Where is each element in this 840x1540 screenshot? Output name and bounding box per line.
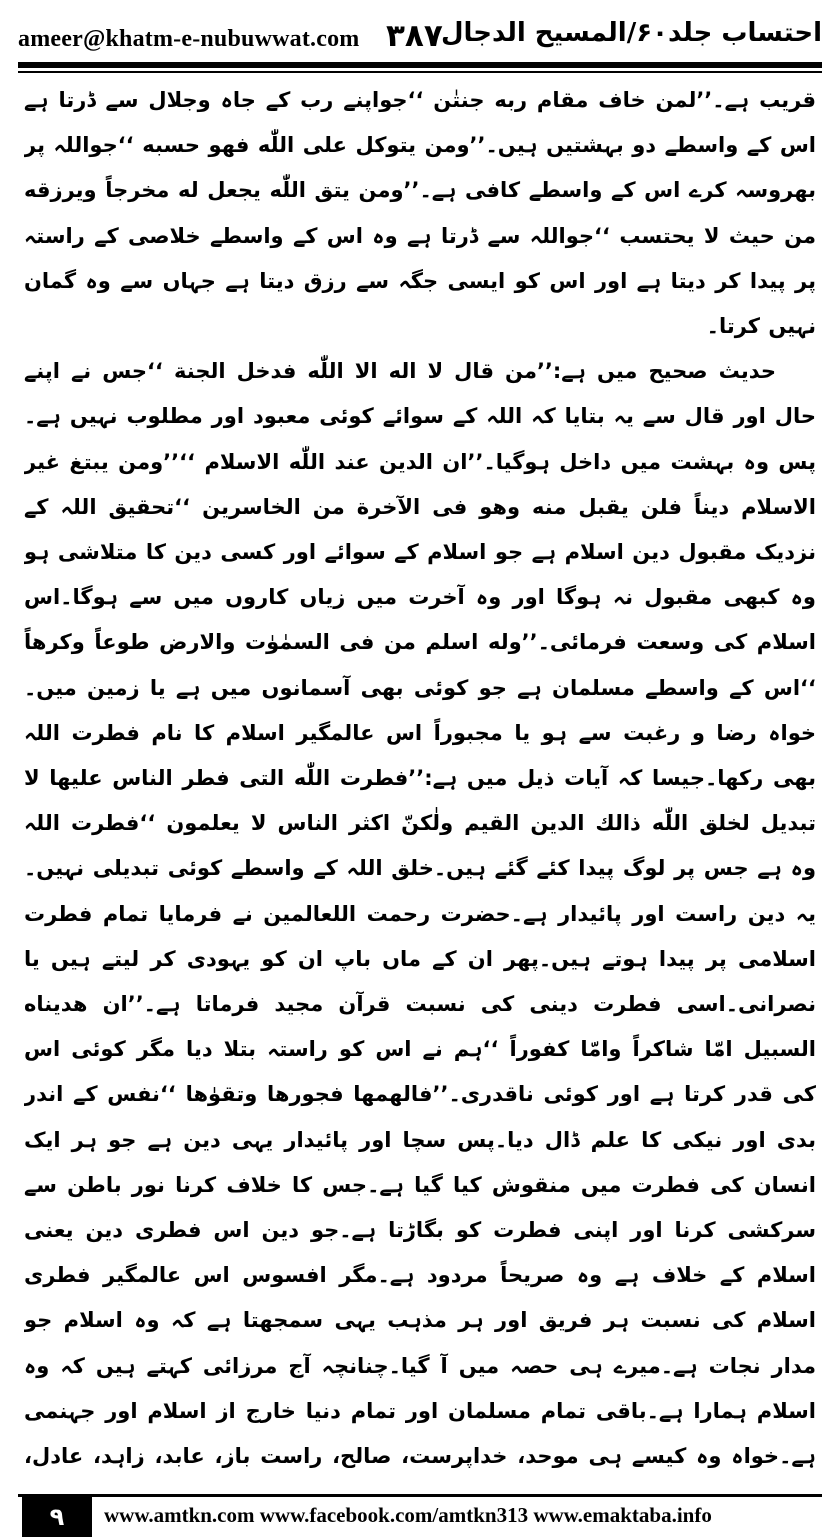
header-rule-thin	[18, 71, 822, 73]
header-book-title: احتساب جلد۶۰/المسیح الدجال	[440, 18, 822, 48]
page-header	[18, 14, 822, 60]
page-body	[24, 78, 816, 1468]
header-rule-thick	[18, 62, 822, 68]
body-paragraph-1: قریب ہے۔’’لمن خاف مقام ربه جنتٰن ‘‘جواپنے رب کے جاہ وجلال سے ڈرتا ہے اس کے واسطے دو بہشتیں ہیں۔’’ومن یتوکل علی اللّٰه فهو حسبه ‘‘جواللہ پر بھروسہ کرے اس کے واسطے کافی ہے۔’’ومن یتق اللّٰه یجعل له مخرجاً ویرزقه من حیث لا یحتسب ‘‘جواللہ سے ڈرتا ہے وہ اس کے واسطے خلاصی کے راستہ پر پیدا کر دیتا ہے اور اس کو ایسی جگہ سے رزق دیتا ہے جہاں سے وہ گمان نہیں کرتا۔	[24, 88, 816, 339]
footer-rule	[18, 1494, 822, 1497]
header-page-number: ۳۸۷	[386, 18, 443, 54]
footer-website-links: www.amtkn.com www.facebook.com/amtkn313 www.emaktaba.info	[104, 1503, 712, 1527]
body-paragraph-2: حدیث صحیح میں ہے:’’من قال لا اله الا اللّٰه فدخل الجنة ‘‘جس نے اپنے حال اور قال سے یہ بتایا کہ اللہ کے سوائے کوئی معبود اور مطلوب نہیں ہے۔پس وہ بہشت میں داخل ہوگیا۔’’ان الدین عند اللّٰه الاسلام ‘‘’’ومن یبتغ غیر الاسلام دیناً فلن یقبل منه وهو فی الآخرة من الخاسرین ‘‘تحقیق اللہ کے نزدیک مقبول دین اسلام ہے جو اسلام کے سوائے اور کسی دین کا متلاشی ہو وہ کبھی مقبول نہ ہوگا اور وہ آخرت میں زیاں کاروں میں سے ہوگا۔اس اسلام کی وسعت فرمائی۔’’وله اسلم من فی السمٰوٰت والارض طوعاً وکرهاً ‘‘اس کے واسطے مسلمان ہے جو کوئی بھی آسمانوں میں ہے یا زمین میں۔خواہ رضا و رغبت سے ہو یا مجبوراً اس عالمگیر اسلام کا نام فطرت اللہ بھی رکھا۔جیسا کہ آیات ذیل میں ہے:’’فطرت اللّٰه التی فطر الناس علیها لا تبدیل لخلق اللّٰه ذالك الدین القیم ولٰکنّ اکثر الناس لا یعلمون ‘‘فطرت اللہ وہ ہے جس پر لوگ پیدا کئے گئے ہیں۔خلق اللہ کے واسطے کوئی تبدیلی نہیں۔یہ دین راست اور پائیدار ہے۔حضرت رحمت اللعالمین نے فرمایا تمام فطرت اسلامی پر پیدا ہوتے ہیں۔پھر ان کے ماں باپ ان کو یہودی کر لیتے ہیں یا نصرانی۔اسی فطرت دینی کی نسبت قرآن مجید فرماتا ہے۔’’ان هدیناه السبیل امّا شاکراً وامّا کفوراً ‘‘ہم نے اس کو راستہ بتلا دیا مگر کوئی اس کی قدر کرتا ہے اور کوئی ناقدری۔’’فالهمها فجورها وتقوٰها ‘‘نفس کے اندر بدی اور نیکی کا علم ڈال دیا۔پس سچا اور پائیدار یہی دین ہے جو ہر ایک انسان کی فطرت میں منقوش کیا گیا ہے۔جس کا خلاف کرنا نور باطن سے سرکشی کرنا اور اپنی فطرت کو بگاڑتا ہے۔جو دین اس فطری دین یعنی اسلام کے خلاف ہے وہ صریحاً مردود ہے۔مگر افسوس اس عالمگیر فطری اسلام کی نسبت ہر فریق اور ہر مذہب یہی سمجھتا ہے کہ وہ اسلام جو مدار نجات ہے۔میرے ہی حصہ میں آ گیا۔چنانچہ آج مرزائی کہتے ہیں کہ وہ اسلام ہمارا ہے۔باقی تمام مسلمان اور تمام دنیا خارج از اسلام اور جہنمی ہے۔خواہ وہ کیسے ہی موحد، خداپرست، صالح، راست باز، عابد، زاہد، عادل،	[24, 359, 816, 1468]
header-email: ameer@khatm-e-nubuwwat.com	[18, 26, 360, 52]
footer-page-badge: ۹	[22, 1497, 92, 1537]
